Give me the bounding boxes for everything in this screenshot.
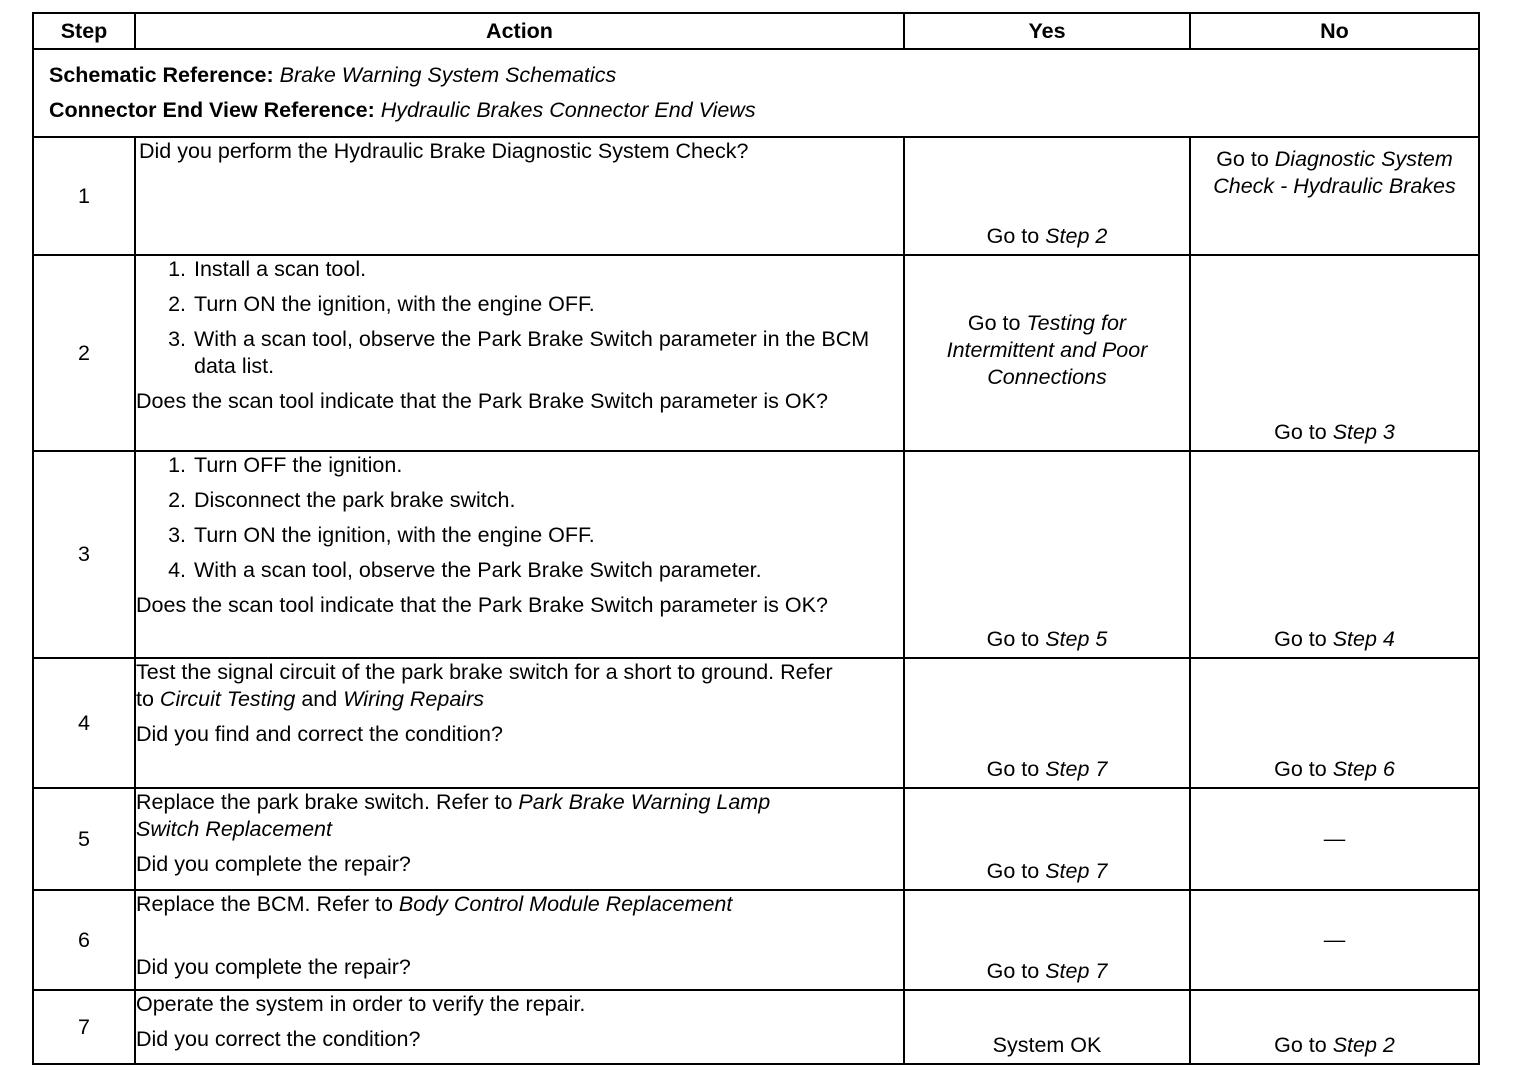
yes-cell	[904, 255, 1190, 451]
yes-cell	[904, 137, 1190, 255]
question-text: Did you perform the Hydraulic Brake Diagnostic System Check?	[139, 139, 749, 163]
list-item: 1. Install a scan tool.	[192, 256, 903, 283]
instruction-text: Replace the BCM. Refer to Body Control Module Replacement	[136, 892, 733, 916]
bcm-replacement-link[interactable]: Body Control Module Replacement	[398, 892, 733, 916]
yes-answer[interactable]: System OK	[992, 1033, 1102, 1057]
no-answer[interactable]: Go to Step 3	[1274, 420, 1395, 444]
no-cell	[1190, 990, 1479, 1064]
step-number: 7	[33, 990, 135, 1064]
no-answer-dash: —	[1323, 826, 1346, 851]
step-number: 4	[33, 658, 135, 788]
step-number: 1	[33, 137, 135, 255]
table-row	[33, 451, 1479, 658]
action-cell	[135, 137, 904, 255]
yes-answer[interactable]: Go to Step 7	[986, 959, 1108, 983]
yes-cell	[904, 658, 1190, 788]
step-number: 6	[33, 890, 135, 990]
circuit-testing-link[interactable]: Circuit Testing	[159, 687, 296, 711]
reference-cell	[33, 49, 1479, 137]
header-action: Action	[135, 13, 904, 49]
action-cell	[135, 451, 904, 658]
yes-answer[interactable]: Go to Testing for Intermittent and Poor Connections	[946, 311, 1148, 389]
no-cell	[1190, 890, 1479, 990]
schematic-reference	[49, 58, 1466, 93]
park-brake-switch-replacement-link[interactable]: Park Brake Warning Lamp Switch Replacement	[136, 790, 771, 841]
connector-reference-label: Connector End View Reference:	[49, 98, 375, 122]
header-yes: Yes	[904, 13, 1190, 49]
question-text: Does the scan tool indicate that the Park Brake Switch parameter is OK?	[136, 389, 828, 413]
header-step: Step	[33, 13, 135, 49]
instruction-text: Operate the system in order to verify the repair.	[136, 992, 586, 1016]
yes-cell	[904, 788, 1190, 890]
schematic-reference-label: Schematic Reference:	[49, 63, 274, 87]
instruction-text: Test the signal circuit of the park brake switch for a short to ground. Refer to Circuit Testing and Wiring Repairs	[136, 660, 833, 711]
question-text: Did you find and correct the condition?	[136, 722, 503, 746]
no-cell	[1190, 137, 1479, 255]
instruction-list	[136, 452, 903, 584]
table-row	[33, 990, 1479, 1064]
list-item: 3. With a scan tool, observe the Park Brake Switch parameter in the BCM data list.	[192, 326, 903, 380]
question-text: Did you complete the repair?	[136, 852, 411, 876]
yes-cell	[904, 990, 1190, 1064]
list-item: 1. Turn OFF the ignition.	[192, 452, 903, 479]
list-item: 3. Turn ON the ignition, with the engine OFF.	[192, 522, 903, 549]
yes-cell	[904, 890, 1190, 990]
no-cell	[1190, 788, 1479, 890]
yes-answer[interactable]: Go to Step 7	[986, 757, 1108, 781]
connector-reference-link[interactable]: Hydraulic Brakes Connector End Views	[380, 98, 756, 122]
table-row	[33, 255, 1479, 451]
question-text: Does the scan tool indicate that the Park Brake Switch parameter is OK?	[136, 593, 828, 617]
step-number: 3	[33, 451, 135, 658]
no-cell	[1190, 255, 1479, 451]
header-row	[33, 13, 1479, 49]
no-cell	[1190, 658, 1479, 788]
table-row	[33, 658, 1479, 788]
no-cell	[1190, 451, 1479, 658]
wiring-repairs-link[interactable]: Wiring Repairs	[343, 687, 484, 711]
instruction-text: Replace the park brake switch. Refer to Park Brake Warning Lamp Switch Replacement	[136, 790, 771, 841]
instruction-list	[136, 256, 903, 380]
table-row	[33, 137, 1479, 255]
yes-answer[interactable]: Go to Step 5	[986, 627, 1108, 651]
no-answer[interactable]: Go to Step 2	[1274, 1033, 1395, 1057]
no-answer[interactable]: Go to Diagnostic System Check - Hydraulic Brakes	[1213, 147, 1456, 198]
action-cell	[135, 890, 904, 990]
question-text: Did you correct the condition?	[136, 1027, 421, 1051]
table-row	[33, 788, 1479, 890]
action-cell	[135, 788, 904, 890]
no-answer[interactable]: Go to Step 6	[1274, 757, 1395, 781]
schematic-reference-link[interactable]: Brake Warning System Schematics	[279, 63, 617, 87]
step-number: 5	[33, 788, 135, 890]
question-text: Did you complete the repair?	[136, 955, 411, 979]
list-item: 2. Turn ON the ignition, with the engine OFF.	[192, 291, 903, 318]
action-cell	[135, 255, 904, 451]
yes-answer[interactable]: Go to Step 2	[986, 224, 1108, 248]
list-item: 4. With a scan tool, observe the Park Brake Switch parameter.	[192, 557, 903, 584]
list-item: 2. Disconnect the park brake switch.	[192, 487, 903, 514]
step-number: 2	[33, 255, 135, 451]
yes-cell	[904, 451, 1190, 658]
connector-reference	[49, 93, 1466, 128]
yes-answer[interactable]: Go to Step 7	[986, 859, 1108, 883]
header-no: No	[1190, 13, 1479, 49]
no-answer-dash: —	[1323, 927, 1346, 952]
diagnostic-table	[32, 12, 1480, 1065]
no-answer[interactable]: Go to Step 4	[1274, 627, 1395, 651]
action-cell	[135, 658, 904, 788]
action-cell	[135, 990, 904, 1064]
reference-row	[33, 49, 1479, 137]
table-row	[33, 890, 1479, 990]
